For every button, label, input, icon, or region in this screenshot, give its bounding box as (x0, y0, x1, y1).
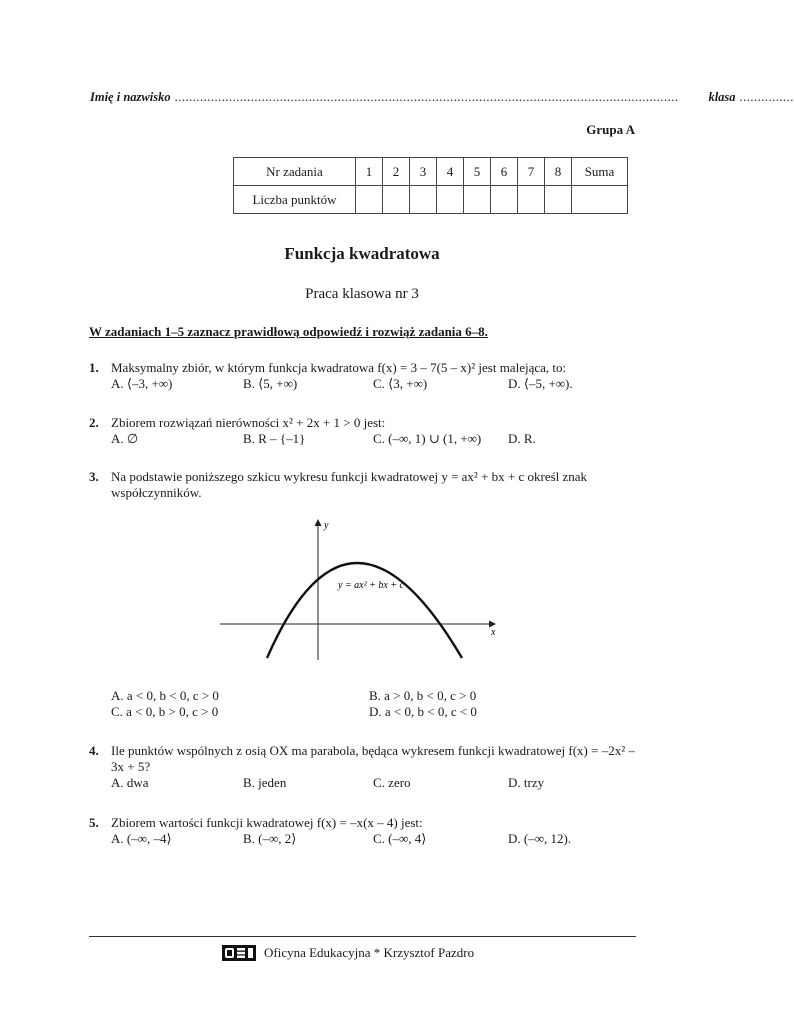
publisher-name: Oficyna Edukacyjna * Krzysztof Pazdro (264, 945, 475, 960)
option-d[interactable]: D. (–∞, 12). (508, 831, 572, 846)
task-3 (89, 469, 637, 501)
points-cell-3[interactable] (410, 186, 437, 214)
option-a[interactable]: A. ⟨–3, +∞) (111, 376, 173, 391)
score-table-header-row (234, 158, 628, 186)
option-a[interactable]: A. a < 0, b < 0, c > 0 (111, 688, 219, 703)
points-cell-1[interactable] (356, 186, 383, 214)
task-number-4: 4 (437, 158, 464, 186)
option-b[interactable]: B. jeden (243, 775, 287, 790)
task-number-1: 1 (356, 158, 383, 186)
x-axis-label: x (491, 627, 496, 638)
option-c[interactable]: C. a < 0, b > 0, c > 0 (111, 704, 219, 719)
option-c[interactable]: C. (–∞, 1) ∪ (1, +∞) (373, 431, 482, 446)
option-d[interactable]: D. R. (508, 431, 536, 446)
task-1 (89, 360, 637, 392)
task-number-7: 7 (518, 158, 545, 186)
option-d[interactable]: D. a < 0, b < 0, c < 0 (369, 704, 477, 719)
instructions: W zadaniach 1–5 zaznacz prawidłową odpowiedź i rozwiąż zadania 6–8. (89, 324, 488, 339)
points-cell-6[interactable] (491, 186, 518, 214)
option-c[interactable]: C. (–∞, 4⟩ (373, 831, 427, 846)
points-cell-sum[interactable] (572, 186, 628, 214)
task-question: Ile punktów wspólnych z osią OX ma parabola, będąca wykresem funkcji kwadratowej f(x) = –2x² – 3x + 5? (111, 743, 635, 774)
parabola-curve (267, 563, 462, 658)
task-question: Zbiorem rozwiązań nierówności x² + 2x + 1 > 0 jest: (111, 415, 386, 430)
task-number-8: 8 (545, 158, 572, 186)
name-field[interactable]: ........................................................................................................................................... (174, 90, 679, 104)
task-number: 3. (89, 469, 99, 484)
page-title: Funkcja kwadratowa (284, 244, 440, 263)
points-cell-2[interactable] (383, 186, 410, 214)
class-label: klasa (708, 90, 736, 104)
option-d[interactable]: D. ⟨–5, +∞). (508, 376, 573, 391)
score-table (233, 157, 628, 214)
task-number-2: 2 (383, 158, 410, 186)
parabola-graph (220, 518, 505, 663)
task-number: 4. (89, 743, 99, 758)
curve-label: y = ax² + bx + c (338, 580, 404, 591)
task-5 (89, 815, 637, 847)
name-label: Imię i nazwisko (90, 90, 171, 104)
name-line (90, 90, 794, 105)
points-cell-8[interactable] (545, 186, 572, 214)
task-question: Na podstawie poniższego szkicu wykresu funkcji kwadratowej y = ax² + bx + c określ znak współczynników. (111, 469, 588, 500)
task-question: Zbiorem wartości funkcji kwadratowej f(x) = –x(x – 4) jest: (111, 815, 423, 830)
task-number-5: 5 (464, 158, 491, 186)
task-number-3: 3 (410, 158, 437, 186)
option-b[interactable]: B. (–∞, 2⟩ (243, 831, 297, 846)
publisher-logo-icon (222, 945, 256, 961)
group-label: Grupa A (586, 122, 635, 137)
option-c[interactable]: C. zero (373, 775, 411, 790)
score-table-points-row (234, 186, 628, 214)
class-field[interactable]: ............... (739, 90, 794, 104)
points-cell-4[interactable] (437, 186, 464, 214)
points-cell-7[interactable] (518, 186, 545, 214)
task-number: 1. (89, 360, 99, 375)
option-b[interactable]: B. ⟨5, +∞) (243, 376, 298, 391)
option-b[interactable]: B. a > 0, b < 0, c > 0 (369, 688, 477, 703)
task-3-options (89, 688, 637, 720)
footer-divider (89, 936, 636, 937)
option-a[interactable]: A. (–∞, –4⟩ (111, 831, 172, 846)
option-a[interactable]: A. ∅ (111, 431, 139, 446)
option-b[interactable]: B. R – {–1} (243, 431, 306, 446)
y-axis-label: y (324, 520, 329, 531)
task-4 (89, 743, 637, 791)
footer (222, 945, 474, 961)
option-d[interactable]: D. trzy (508, 775, 545, 790)
points-label: Liczba punktów (234, 186, 356, 214)
task-2 (89, 415, 637, 447)
task-number: 2. (89, 415, 99, 430)
task-number: 5. (89, 815, 99, 830)
task-question: Maksymalny zbiór, w którym funkcja kwadratowa f(x) = 3 – 7(5 – x)² jest malejąca, to: (111, 360, 567, 375)
page-subtitle: Praca klasowa nr 3 (305, 286, 419, 302)
option-a[interactable]: A. dwa (111, 775, 149, 790)
sum-label: Suma (572, 158, 628, 186)
points-cell-5[interactable] (464, 186, 491, 214)
option-c[interactable]: C. ⟨3, +∞) (373, 376, 428, 391)
task-number-label: Nr zadania (234, 158, 356, 186)
task-number-6: 6 (491, 158, 518, 186)
